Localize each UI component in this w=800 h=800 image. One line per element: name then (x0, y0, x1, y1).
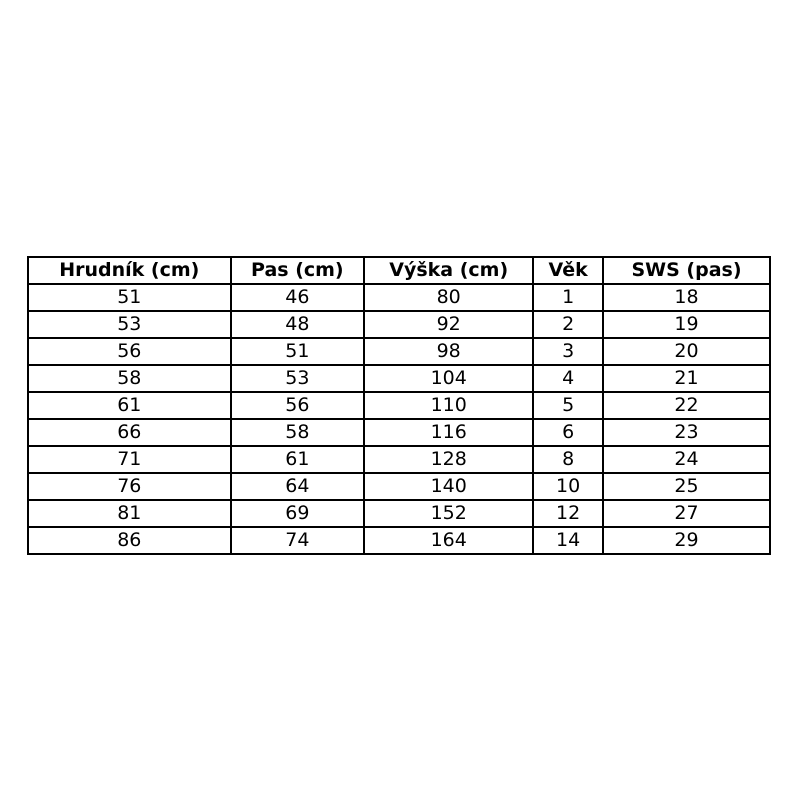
table-cell: 74 (231, 527, 365, 554)
table-cell: 56 (231, 392, 365, 419)
table-cell: 51 (231, 338, 365, 365)
table-cell: 46 (231, 284, 365, 311)
table-row (28, 473, 770, 500)
table-cell: 18 (603, 284, 770, 311)
table-cell: 80 (364, 284, 533, 311)
table-cell: 14 (533, 527, 603, 554)
table-cell: 61 (28, 392, 231, 419)
table-cell: 22 (603, 392, 770, 419)
table-row (28, 257, 770, 284)
table-cell: 61 (231, 446, 365, 473)
table-cell: 64 (231, 473, 365, 500)
table-row (28, 338, 770, 365)
column-header: SWS (pas) (603, 257, 770, 284)
table-cell: 12 (533, 500, 603, 527)
table-body (28, 284, 770, 554)
table-cell: 81 (28, 500, 231, 527)
table-cell: 104 (364, 365, 533, 392)
table-cell: 128 (364, 446, 533, 473)
table-cell: 76 (28, 473, 231, 500)
table-cell: 19 (603, 311, 770, 338)
table-row (28, 365, 770, 392)
table-cell: 164 (364, 527, 533, 554)
table-cell: 21 (603, 365, 770, 392)
column-header: Hrudník (cm) (28, 257, 231, 284)
table-cell: 29 (603, 527, 770, 554)
table-row (28, 500, 770, 527)
table-cell: 48 (231, 311, 365, 338)
table-cell: 53 (28, 311, 231, 338)
table-cell: 25 (603, 473, 770, 500)
table-cell: 69 (231, 500, 365, 527)
table-cell: 71 (28, 446, 231, 473)
table-cell: 110 (364, 392, 533, 419)
table-row (28, 284, 770, 311)
table-cell: 8 (533, 446, 603, 473)
table-cell: 116 (364, 419, 533, 446)
table-row (28, 446, 770, 473)
table-cell: 86 (28, 527, 231, 554)
table-cell: 58 (231, 419, 365, 446)
table-row (28, 392, 770, 419)
table-cell: 20 (603, 338, 770, 365)
table-cell: 51 (28, 284, 231, 311)
table-cell: 66 (28, 419, 231, 446)
table-cell: 92 (364, 311, 533, 338)
table-row (28, 419, 770, 446)
table-cell: 140 (364, 473, 533, 500)
table-header-row (28, 257, 770, 284)
table-cell: 4 (533, 365, 603, 392)
table-cell: 2 (533, 311, 603, 338)
table-cell: 98 (364, 338, 533, 365)
table-cell: 1 (533, 284, 603, 311)
table-cell: 56 (28, 338, 231, 365)
table-cell: 152 (364, 500, 533, 527)
table-cell: 23 (603, 419, 770, 446)
table-cell: 3 (533, 338, 603, 365)
table-cell: 58 (28, 365, 231, 392)
table-row (28, 527, 770, 554)
column-header: Věk (533, 257, 603, 284)
table-cell: 24 (603, 446, 770, 473)
table-row (28, 311, 770, 338)
table-cell: 27 (603, 500, 770, 527)
table-cell: 10 (533, 473, 603, 500)
table-cell: 5 (533, 392, 603, 419)
column-header: Pas (cm) (231, 257, 365, 284)
size-chart-table (27, 256, 771, 555)
table-cell: 6 (533, 419, 603, 446)
table-cell: 53 (231, 365, 365, 392)
column-header: Výška (cm) (364, 257, 533, 284)
